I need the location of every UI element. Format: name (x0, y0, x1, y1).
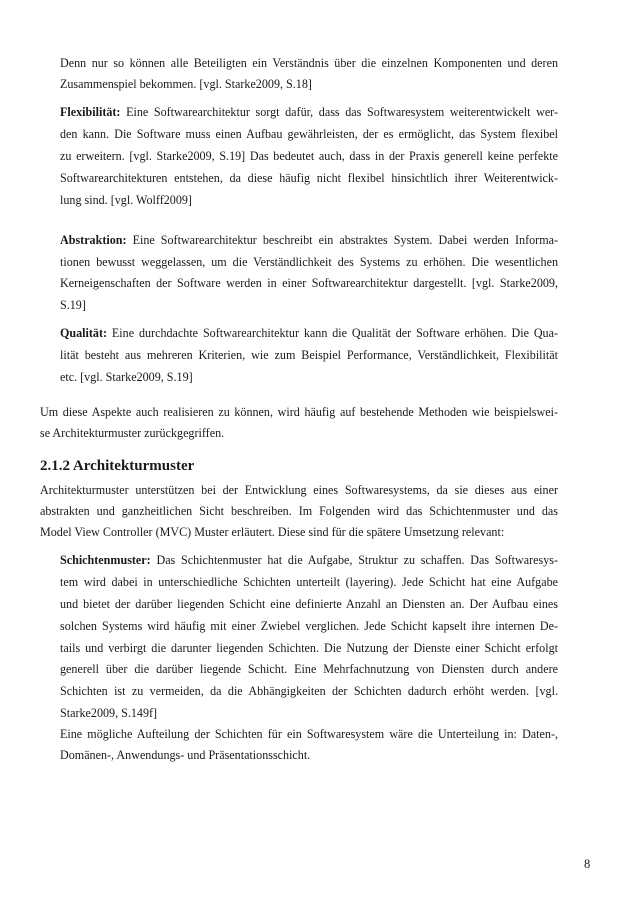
text-line: tem wird dabei in unterschiedliche Schichten unterteilt (layering). Jede Schicht hat eine Aufgabe (60, 575, 558, 589)
text-line (60, 232, 558, 249)
text-line: Kerneigenschaften der Software werden in einer Softwarearchitektur dargestellt. [vgl. Starke2009, (60, 276, 558, 290)
text-line: tionen bewusst weggelassen, um die Verständlichkeit des Systems zu erhöhen. Die wesentlichen (60, 255, 558, 269)
text-line (60, 104, 558, 121)
text-line: Schichten ist zu vermeiden, da die Abhängigkeiten der Schichten dadurch erhöht werden. [vgl. (60, 684, 558, 698)
definition-text: Das Schichtenmuster hat die Aufgabe, Struktur zu schaffen. Das Softwaresys- (150, 553, 558, 567)
text-line: Softwarearchitekturen entstehen, da diese häufig nicht flexibel hinsichtlich ihrer Weiterentwick- (60, 171, 558, 185)
text-line (60, 552, 558, 569)
text-line: abstrakten und ganzheitlichen Sicht beschreiben. Im Folgenden wird das Schichtenmuster und das (40, 504, 558, 518)
page-number: 8 (584, 857, 591, 871)
section-heading: 2.1.2 Architekturmuster (40, 458, 195, 474)
text-line: Domänen-, Anwendungs- und Präsentationsschicht. (60, 748, 311, 762)
text-line: lung sind. [vgl. Wolff2009] (60, 193, 192, 207)
text-line: lität besteht aus mehreren Kriterien, wie zum Beispiel Performance, Verständlichkeit, Flexibilität (60, 348, 558, 362)
text-line: Um diese Aspekte auch realisieren zu können, wird häufig auf bestehende Methoden wie beispielswei- (40, 405, 558, 419)
text-line: Model View Controller (MVC) Muster erläutert. Diese sind für die spätere Umsetzung relevant: (40, 525, 505, 539)
text-line: solchen Systems wird häufig mit einer Zwiebel verglichen. Jede Schicht kapselt ihre internen De- (60, 619, 558, 633)
text-line: und bietet der darüber liegenden Schicht eine definierte Anzahl an Diensten an. Der Aufbau eines (60, 597, 558, 611)
definition-text: Eine Softwarearchitektur beschreibt ein abstraktes System. Dabei werden Informa- (126, 233, 558, 247)
text-line: Starke2009, S.149f] (60, 706, 158, 720)
definition-text: Eine Softwarearchitektur sorgt dafür, dass das Softwaresystem weiterentwickelt wer- (120, 105, 558, 119)
text-line: etc. [vgl. Starke2009, S.19] (60, 370, 193, 384)
text-line: generell über die darüber liegende Schicht. Eine Mehrfachnutzung von Diensten durch andere (60, 662, 558, 676)
text-line: se Architekturmuster zurückgegriffen. (40, 426, 225, 440)
definition-term: Schichtenmuster: (60, 553, 151, 567)
definition-text: Eine durchdachte Softwarearchitektur kann die Qualität der Software erhöhen. Die Qua- (107, 326, 558, 340)
text-line: Zusammenspiel bekommen. [vgl. Starke2009, S.18] (60, 77, 312, 91)
definition-term: Flexibilität: (60, 105, 121, 119)
text-line: Eine mögliche Aufteilung der Schichten für ein Softwaresystem wäre die Unterteilung in: Daten-, (60, 727, 558, 741)
definition-term: Qualität: (60, 326, 108, 340)
text-line: zu erweitern. [vgl. Starke2009, S.19] Das bedeutet auch, dass in der Praxis generell keine perfekte (60, 149, 558, 163)
text-line: Architekturmuster unterstützen bei der Entwicklung eines Softwaresystems, da sie dieses aus einer (40, 483, 558, 497)
text-line: den kann. Die Software muss einen Aufbau gewährleisten, der es ermöglicht, das System flexibel (60, 127, 558, 141)
text-line (60, 325, 558, 342)
text-line: S.19] (60, 298, 86, 312)
definition-term: Abstraktion: (60, 233, 127, 247)
text-line: Denn nur so können alle Beteiligten ein Verständnis über die einzelnen Komponenten und deren (60, 56, 558, 70)
text-line: tails und verbirgt die darunter liegenden Schichten. Die Nutzung der Dienste einer Schicht erfolgt (60, 641, 558, 655)
